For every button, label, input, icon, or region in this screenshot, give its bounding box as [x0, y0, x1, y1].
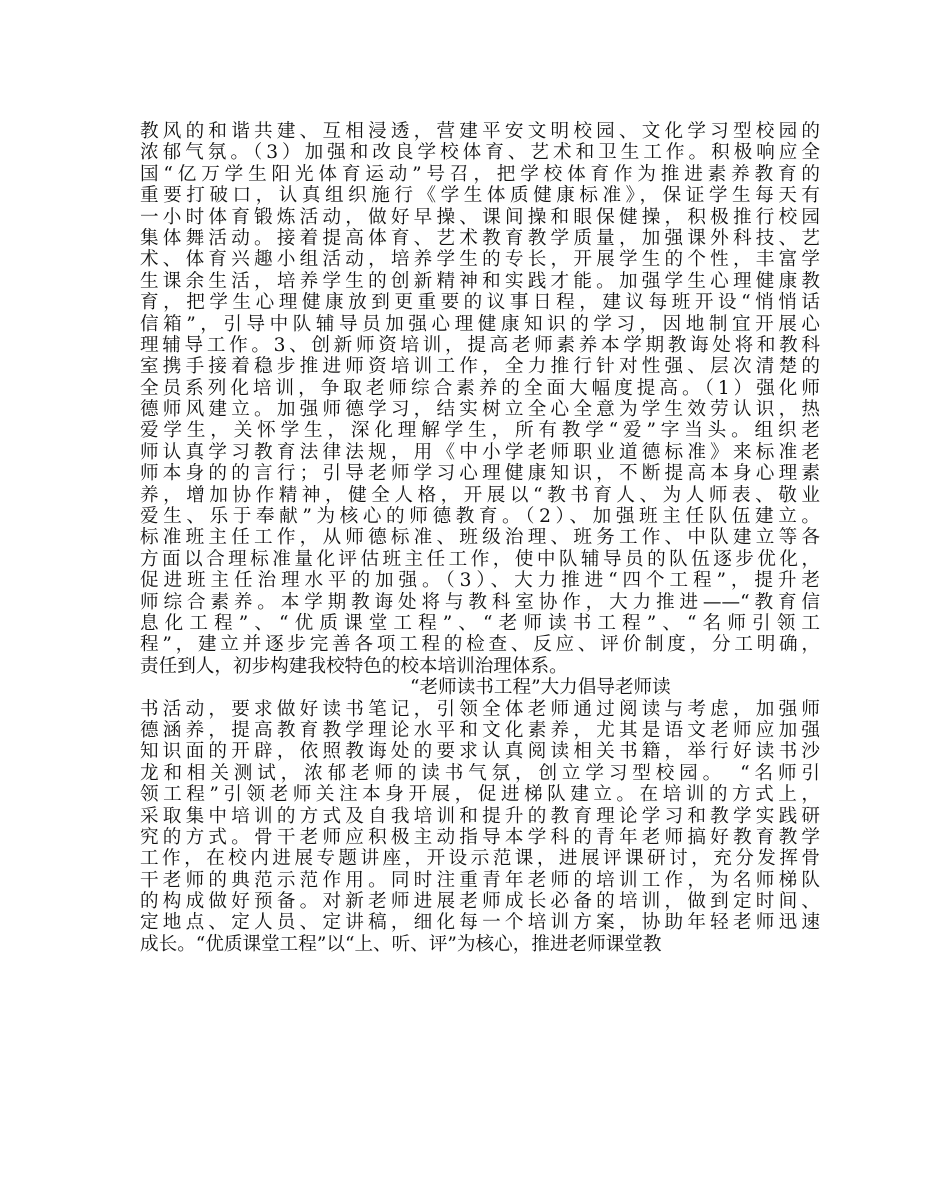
- text-line: 育，把学生心理健康放到更重要的议事日程，建议每班开设“悄悄话: [140, 292, 820, 314]
- text-line: 教风的和谐共建、互相浸透，营建平安文明校园、文化学习型校园的: [140, 121, 820, 142]
- text-line: 德师风建立。加强师德学习，结实树立全心全意为学生效劳认识，热: [140, 399, 820, 421]
- text-line: 领工程”引领老师关注本身开展，促进梯队建立。在培训的方式上，: [140, 784, 820, 806]
- text-line: 爱学生，关怀学生，深化理解学生，所有教学“爱”字当头。组织老: [140, 420, 820, 442]
- text-line: 浓郁气氛。（3）加强和改良学校体育、艺术和卫生工作。积极响应全: [140, 142, 820, 164]
- text-line: 方面以合理标准量化评估班主任工作，使中队辅导员的队伍逐步优化，: [140, 548, 820, 570]
- text-line: 成长。“优质课堂工程”以“上、听、评”为核心，推进老师课堂教: [140, 933, 662, 955]
- text-line: 龙和相关测试，浓郁老师的读书气氛，创立学习型校园。 “名师引: [140, 762, 820, 784]
- text-line: 的构成做好预备。对新老师进展老师成长必备的培训，做到定时间、: [140, 891, 820, 913]
- text-line: 养，增加协作精神，健全人格，开展以“教书育人、为人师表、敬业: [140, 484, 820, 506]
- text-line: 信箱”，引导中队辅导员加强心理健康知识的学习，因地制宜开展心: [140, 313, 820, 335]
- text-line: 书活动，要求做好读书笔记，引领全体老师通过阅读与考虑，加强师: [140, 698, 820, 720]
- text-line: 师本身的的言行；引导老师学习心理健康知识，不断提高本身心理素: [140, 463, 820, 485]
- text-line: 工作，在校内进展专题讲座，开设示范课，进展评课研讨，充分发挥骨: [140, 848, 820, 870]
- text-line: 术、体育兴趣小组活动，培养学生的专长，开展学生的个性，丰富学: [140, 249, 820, 271]
- text-line: 促进班主任治理水平的加强。（3）、大力推进“四个工程”，提升老: [140, 570, 820, 592]
- text-line: 全员系列化培训，争取老师综合素养的全面大幅度提高。（1）强化师: [140, 377, 820, 399]
- text-line: 生课余生活，培养学生的创新精神和实践才能。加强学生心理健康教: [140, 270, 820, 292]
- text-line: 师认真学习教育法律法规，用《中小学老师职业道德标准》来标准老: [140, 441, 820, 463]
- text-line: 标准班主任工作，从师德标准、班级治理、班务工作、中队建立等各: [140, 527, 820, 549]
- text-line: 重要打破口，认真组织施行《学生体质健康标准》，保证学生每天有: [140, 185, 820, 207]
- text-line: 息化工程”、“优质课堂工程”、“老师读书工程”、“名师引领工: [140, 612, 820, 634]
- text-line: 理辅导工作。3、创新师资培训，提高老师素养本学期教诲处将和教科: [140, 334, 820, 356]
- text-line: 责任到人，初步构建我校特色的校本培训治理体系。: [140, 655, 568, 677]
- text-line: 国“亿万学生阳光体育运动”号召，把学校体育作为推进素养教育的: [140, 163, 820, 185]
- text-line: 程”，建立并逐步完善各项工程的检查、反应、评价制度，分工明确，: [140, 634, 820, 656]
- text-line: 师综合素养。本学期教诲处将与教科室协作，大力推进——“教育信: [140, 591, 820, 613]
- text-line: 集体舞活动。接着提高体育、艺术教育教学质量，加强课外科技、艺: [140, 227, 820, 249]
- text-line: “老师读书工程”大力倡导老师读: [410, 677, 671, 699]
- body-text: [140, 121, 820, 955]
- text-line: 定地点、定人员、定讲稿，细化每一个培训方案，协助年轻老师迅速: [140, 912, 820, 934]
- text-line: 究的方式。骨干老师应积极主动指导本学科的青年老师搞好教育教学: [140, 826, 820, 848]
- text-line: 爱生、乐于奉献”为核心的师德教育。（2）、加强班主任队伍建立。: [140, 506, 820, 528]
- text-line: 德涵养，提高教育教学理论水平和文化素养，尤其是语文老师应加强: [140, 719, 820, 741]
- text-line: 知识面的开辟，依照教诲处的要求认真阅读相关书籍，举行好读书沙: [140, 741, 820, 763]
- text-line: 采取集中培训的方式及自我培训和提升的教育理论学习和教学实践研: [140, 805, 820, 827]
- text-line: 一小时体育锻炼活动，做好早操、课间操和眼保健操，积极推行校园: [140, 206, 820, 228]
- text-line: 室携手接着稳步推进师资培训工作，全力推行针对性强、层次清楚的: [140, 356, 820, 378]
- text-line: 干老师的典范示范作用。同时注重青年老师的培训工作，为名师梯队: [140, 869, 820, 891]
